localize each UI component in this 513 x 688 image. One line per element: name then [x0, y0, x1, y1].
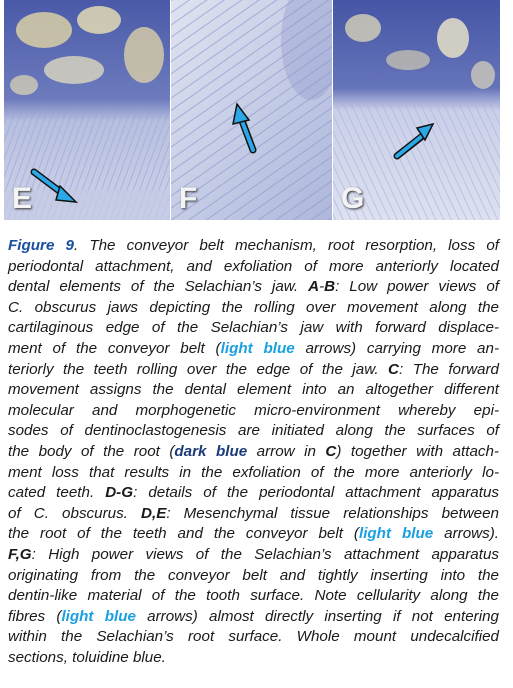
caption-text: : High power views of the Selachian’s attachment apparatus: [31, 545, 499, 563]
caption-line: dentin-like material of the tooth surface. Note cellularity along the: [8, 587, 499, 605]
caption-text: the root of the teeth and the conveyor belt (: [8, 525, 359, 543]
caption-line: originating from the conveyor belt and tightly inserting into the: [8, 566, 499, 584]
light-blue-highlight: light blue: [220, 339, 295, 357]
caption-line: [8, 504, 499, 525]
caption-line: [8, 360, 499, 381]
dark-blue-highlight: dark blue: [174, 442, 248, 460]
panel-ref: B: [324, 278, 336, 296]
caption-line: [8, 607, 499, 628]
caption-text: cated teeth.: [8, 484, 106, 502]
caption-line: [8, 236, 499, 257]
panel-ref: F,G: [8, 545, 32, 563]
caption-text: ) together with attach-: [336, 442, 499, 460]
caption-line: [8, 524, 499, 545]
caption-text: the body of the root (: [8, 442, 175, 460]
micrograph-panel-g: [333, 0, 500, 220]
caption-line: [8, 483, 499, 504]
panel-label-f: F: [179, 182, 198, 215]
caption-text: arrows) carrying more an-: [294, 339, 500, 357]
caption-text: : Low power views of: [335, 278, 500, 296]
caption-line: [8, 339, 499, 360]
caption-text: : Mesenchymal tissue relationships between: [166, 504, 499, 522]
caption-text: : The forward: [399, 360, 499, 378]
light-blue-highlight: light blue: [61, 607, 136, 625]
caption-line: within the Selachian’s root surface. Whole mount undecalcified: [8, 628, 499, 646]
caption-line: movement assigns the dental element into an altogether different: [8, 381, 499, 399]
micrograph-panel-e: [4, 0, 170, 220]
caption-text: : details of the periodontal attachment apparatus: [133, 484, 499, 502]
caption-text: arrows) almost directly inserting if not entering: [135, 607, 499, 625]
caption-line: sodes of dentinoclastogenesis are initiated along the surfaces of: [8, 422, 499, 440]
caption-line: cartilaginous edge of the Selachian’s jaw with forward displace-: [8, 319, 499, 337]
micrograph-panels: [4, 0, 500, 220]
caption-line: [8, 442, 499, 463]
figure-label: Figure 9: [8, 237, 74, 254]
panel-label-e: E: [12, 182, 33, 215]
panel-ref: A: [308, 278, 320, 296]
caption-line: [8, 277, 499, 298]
caption-line: [8, 545, 499, 566]
panel-ref: D,E: [141, 504, 167, 522]
caption-line: periodontal attachment, and exfoliation of more anteriorly located: [8, 257, 499, 275]
caption-text: arrows).: [433, 525, 499, 543]
caption-text: teriorly the teeth rolling over the edge of the jaw.: [8, 360, 389, 378]
figure-caption: [8, 236, 499, 668]
caption-text: dental elements of the Selachian’s jaw.: [8, 278, 309, 296]
caption-line: molecular and morphogenetic micro-environment whereby epi-: [8, 401, 499, 419]
caption-line: C. obscurus jaws depicting the rolling over movement along the: [8, 298, 499, 316]
caption-text: ment of the conveyor belt (: [8, 339, 221, 357]
panel-ref: D-G: [105, 484, 134, 502]
caption-line: ment loss that results in the exfoliation of the more anteriorly lo-: [8, 463, 499, 481]
panel-ref: C: [388, 360, 400, 378]
caption-line: sections, toluidine blue.: [8, 648, 166, 666]
panel-ref: C: [325, 442, 337, 460]
caption-text: of C. obscurus.: [8, 504, 141, 522]
light-blue-highlight: light blue: [358, 525, 434, 543]
caption-text: fibres (: [8, 607, 62, 625]
panel-label-g: G: [341, 182, 365, 215]
caption-text: . The conveyor belt mechanism, root resorption, loss of: [73, 237, 499, 254]
caption-text: -: [319, 278, 325, 296]
micrograph-panel-f: [171, 0, 332, 220]
caption-text: arrow in: [247, 442, 326, 460]
